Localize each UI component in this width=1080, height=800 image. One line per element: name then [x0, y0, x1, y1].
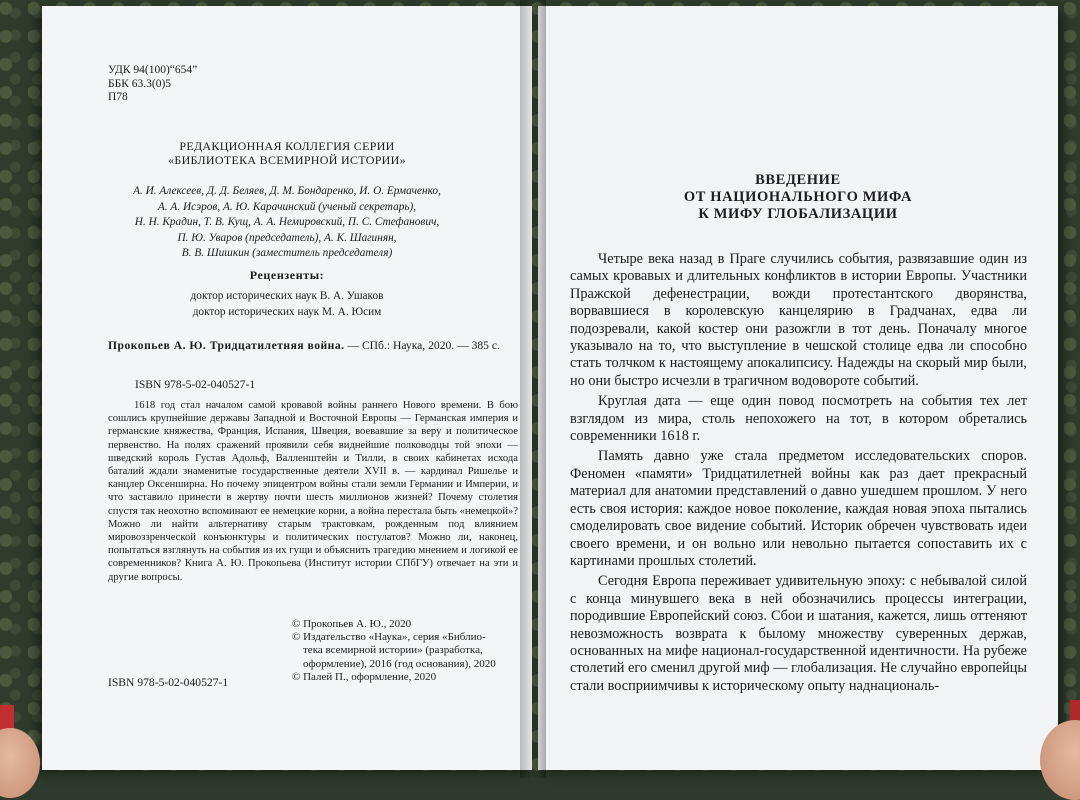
editors-line: А. А. Исэров, А. Ю. Карачинский (ученый секретарь), — [157, 200, 417, 213]
copyright-line: оформление), 2016 (год основания), 2020 — [292, 657, 496, 670]
left-page — [42, 6, 532, 770]
copyright-line: © Издательство «Наука», серия «Библио- — [292, 631, 486, 644]
right-page — [538, 6, 1058, 770]
author-title: Прокопьев А. Ю. Тридцатилетняя война. — [108, 339, 345, 352]
copyright-line: © Палей П., оформление, 2020 — [292, 670, 437, 683]
isbn-bottom: ISBN 978-5-02-040527-1 — [108, 676, 229, 689]
editors-line: П. Ю. Уваров (председатель), А. К. Шагинян, — [177, 231, 397, 244]
copyright-line: тека всемирной истории» (разработка, — [292, 644, 483, 657]
editors-line: А. И. Алексеев, Д. Д. Беляев, Д. М. Бондаренко, И. О. Ермаченко, — [133, 185, 441, 197]
bleed-through-text — [232, 106, 236, 124]
editorial-board-title — [42, 139, 532, 167]
reviewer-line: доктор исторических наук В. А. Ушаков — [190, 290, 384, 302]
paragraph: Четыре века назад в Праге случились события, развязавшие один из самых кровавых и длительных конфликтов в истории Европы. Участники Пражской дефенестрации, вожди протестантского дворянства, ворвавшиеся в королевскую канцелярию в Градчанах, едва ли подозревали, какой костер они разожгли в тот день. Поначалу многое указывало на то, что выступление в чешской столице едва ли способно стать толчком к настоящему апокалипсису. Надежды на скорый мир были, но они быстро исчезли в трагичном водовороте событий. — [570, 251, 1027, 389]
bbk-code: ББК 63.3(0)5 — [108, 77, 172, 90]
chapter-title-line: ВВЕДЕНИЕ — [755, 172, 841, 188]
chapter-body — [570, 251, 1027, 698]
reviewers-list — [42, 289, 532, 320]
book-spine — [520, 0, 546, 778]
bibliographic-entry — [108, 339, 528, 354]
series-name: «БИБЛИОТЕКА ВСЕМИРНОЙ ИСТОРИИ» — [168, 153, 406, 167]
copyright-line: © Прокопьев А. Ю., 2020 — [292, 618, 412, 630]
editors-list — [42, 184, 532, 262]
reviewer-line: доктор исторических наук М. А. Юсим — [192, 305, 382, 318]
copyright-block — [292, 618, 496, 684]
isbn-top: ISBN 978-5-02-040527-1 — [135, 378, 256, 391]
paragraph: Круглая дата — еще один повод посмотреть на события тех лет взглядом из мира, столь непохожего на тот, в котором обретались современники 1618 г. — [570, 393, 1027, 445]
chapter-title-line: ОТ НАЦИОНАЛЬНОГО МИФА — [683, 189, 913, 205]
paragraph: Сегодня Европа переживает удивительную эпоху: с небывалой силой с конца минувшего века в ней обозначились процессы интеграции, породившие Европейский союз. Сбои и шатания, кажется, лишь оттеняют невозможность возврата к былому множеству суверенных держав, основанных на мифе национал-государственной идентичности. На рубеже столетий его сменил другой миф — глобализация. Не случайно европейцы стали восприимчивы к историческому опыту наднациональ- — [570, 573, 1027, 694]
publication-details: — СПб.: Наука, 2020. — 385 с. — [344, 339, 500, 352]
reviewers-heading: Рецензенты: — [249, 268, 325, 282]
classification-codes — [108, 64, 197, 105]
chapter-title — [538, 172, 1058, 223]
udc-code: УДК 94(100)“654” — [108, 64, 198, 76]
paragraph: Память давно уже стала предметом исследовательских споров. Феномен «памяти» Тридцатилетней войны как раз дает прекрасный материал для анатомии представлений о давно ушедшем прошлом. У него есть своя история: каждое новое поколение, каждая новая эпоха пытались смоделировать свое видение событий. Историк обречен чувствовать идеи своего времени, и он вольно или невольно пытается сопоставить их с картинами прошлых столетий. — [570, 448, 1027, 569]
author-mark: П78 — [108, 91, 128, 103]
book-abstract: 1618 год стал началом самой кровавой войны раннего Нового времени. В бою сошлись крупнейшие державы Западной и Восточной Европы — Германская империя и германские княжества, Франция, Испания, Швеция, воевавшие за веру и политическое первенство. На полях сражений проявили себя виднейшие полководцы той эпохи — шведский король Густав Адольф, Валленштейн и Тилли, в своих кабинетах исхода баталий ждали знаменитые государственные деятели XVII в. — кардинал Ришелье и канцлер Оксенширна. Но почему эпицентром войны стали земли Германии и Империи, и что заставило принести в жертву почти шесть миллионов жизней? Почему столетия спустя так неохотно вспоминают ее немецкие корни, а война перестала быть «немецкой»? Можно ли найти альтернативу старым трактовкам, рожденным под влиянием мировоззренческой конъюнктуры и политических постулатов? Можно ли, наконец, попытаться взглянуть на события из их гущи и объяснить трагедию мнением и логикой ее современников? Книга А. Ю. Прокопьева (Институт истории СПбГУ) отвечает на эти и другие вопросы. — [108, 400, 518, 583]
chapter-title-line: К МИФУ ГЛОБАЛИЗАЦИИ — [698, 206, 898, 222]
editors-line: Н. Н. Крадин, Т. В. Кущ, А. А. Немировский, П. С. Стефанович, — [134, 216, 440, 228]
editors-line: В. В. Шишкин (заместитель председателя) — [181, 247, 393, 259]
editorial-board-line: РЕДАКЦИОННАЯ КОЛЛЕГИЯ СЕРИИ — [179, 139, 395, 153]
